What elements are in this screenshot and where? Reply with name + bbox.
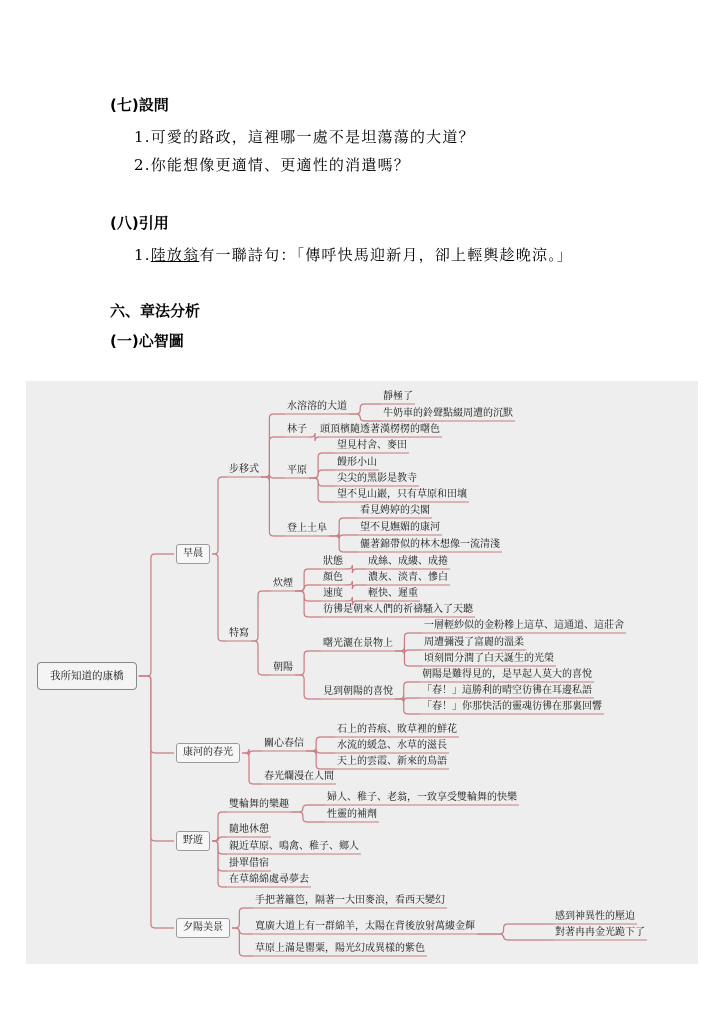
mm-node-n4b: 寬廣大道上有一群綿羊，太陽在背後放射萬縷金輝 [255, 921, 475, 932]
connector-n1b1d [295, 591, 321, 617]
mm-node-n1a: 步移式 [229, 464, 259, 475]
mm-node-n4: 夕陽美景 [176, 918, 230, 938]
mm-node-n1b1: 炊煙 [273, 578, 293, 589]
connector-n3b [212, 837, 227, 841]
connector-n1a2 [261, 437, 285, 477]
connector-n1a3a [309, 453, 335, 478]
mm-node-n4c: 草原上滿是罌粟，陽光幻成異樣的紫色 [255, 943, 425, 954]
mm-node-n1b1c: 速度 [323, 588, 343, 599]
mm-node-n1a1b: 牛奶車的鈴聲點綴周遭的沉默 [383, 408, 513, 419]
connector-n1b2a [295, 651, 321, 675]
question-1: 1.可愛的路政，這裡哪一處不是坦蕩蕩的大道？ [134, 128, 475, 146]
mm-node-n1b2b: 見到朝陽的喜悅 [323, 686, 393, 697]
mm-node-n2a: 關心春信 [264, 738, 304, 749]
quote-text: 有一聯詩句：「傳呼快馬迎新月，卻上輕輿趁晚涼。」 [199, 246, 574, 264]
mm-node-n1b2: 朝陽 [273, 662, 293, 673]
mm-node-n3c: 親近草原、鳴禽、稚子、鄉人 [229, 841, 359, 852]
mm-node-n1a3a: 望見村舍、麥田 [337, 440, 407, 451]
connector-n2a [242, 749, 262, 755]
mm-node-n1b1d: 彷彿是朝來人們的祈禱騷入了天聽 [323, 604, 473, 615]
mm-node-n1a3c: 尖尖的黑影是教寺 [337, 473, 417, 484]
mm-node-n4a: 手把著籬笆，隔著一大田麥浪，看西天變幻 [255, 895, 445, 906]
section-8-title: (八)引用 [110, 214, 169, 232]
mm-node-n4b2: 對著冉冉金光跪下了 [555, 927, 645, 938]
connector-n1a4a [329, 518, 358, 536]
mm-node-n1a1: 水溶溶的大道 [287, 401, 347, 412]
connector-n4b2 [477, 934, 553, 940]
connector-n3e [212, 841, 227, 887]
section-7-title: (七)設問 [110, 96, 169, 114]
connector-n3c [212, 841, 227, 854]
connector-n1a1 [261, 414, 285, 477]
connector-n1a1a [349, 404, 381, 414]
mm-node-n1a1a: 靜極了 [383, 391, 413, 402]
connector-n2a3 [306, 751, 335, 769]
connector-n3 [139, 676, 175, 841]
mm-node-n1: 早晨 [176, 544, 210, 564]
connector-n4c [232, 928, 253, 956]
mm-node-n3d: 掛單借宿 [229, 858, 269, 869]
connector-n2a1 [306, 737, 335, 751]
connector-n1a2a [309, 433, 319, 441]
poet-name: 陸放翁 [150, 246, 200, 264]
connector-n1b [212, 554, 227, 641]
connector-n1b2a1 [395, 633, 422, 651]
mm-node-n3a2: 性靈的補劑 [327, 809, 377, 820]
mm-node-n1a3: 平原 [287, 465, 307, 476]
connector-n1b2a3 [395, 651, 422, 666]
mm-node-n3a1: 婦人、稚子、老翁，一致享受雙輪舞的快樂 [327, 792, 517, 803]
mm-node-n1b2a: 曙光灑在景物上 [323, 638, 393, 649]
mindmap-subtitle: (一)心智圖 [110, 332, 184, 350]
connector-n2b [242, 753, 262, 784]
mm-node-n1b2a3: 頃刻間分潤了白天誕生的光榮 [424, 653, 554, 664]
mm-node-n1b1c1: 輕快、遲重 [368, 588, 418, 599]
quote-line [134, 244, 573, 265]
connector-n1b2b [295, 675, 321, 699]
quote-number: 1. [134, 246, 151, 264]
mm-node-n1a4a: 看見娉婷的尖閣 [360, 505, 430, 516]
mm-node-n1b2b1: 朝陽是難得見的，是早起人莫大的喜悅 [422, 669, 592, 680]
connector-n1b1b1 [345, 581, 366, 589]
section-6-title: 六、章法分析 [110, 302, 201, 320]
connector-n2a2 [306, 749, 335, 755]
mm-node-n1a4c: 儷著錦帶似的林木想像一流清淺 [360, 539, 500, 550]
mm-node-n1a2: 林子 [287, 424, 307, 435]
mm-node-n3b: 隨地休憩 [229, 824, 269, 835]
mm-node-n1a3b: 饅形小山 [337, 457, 377, 468]
connector-n1a [212, 477, 227, 554]
connector-n4a [232, 908, 253, 928]
connector-n1b2b3 [395, 699, 420, 714]
mm-node-n1b1b: 顏色 [323, 572, 343, 583]
connector-n1a4 [261, 477, 285, 536]
mm-node-n1b2b3: 「春！」你那快活的靈魂彷彿在那裏回響 [422, 701, 602, 712]
connector-n1b1 [251, 591, 271, 641]
connector-n1b1b [295, 585, 321, 591]
connector-n1a3b [309, 470, 335, 478]
connector-n4b [232, 928, 253, 934]
mm-node-n1b1a: 狀態 [323, 556, 343, 567]
mm-node-n1b: 特寫 [229, 628, 249, 639]
mm-node-n3e: 在草綿綿處尋夢去 [229, 874, 309, 885]
connector-n3d [212, 841, 227, 871]
connector-n1b2 [251, 641, 271, 675]
connector-n2 [139, 676, 175, 753]
connector-n1b1a1 [345, 565, 366, 573]
mm-node-n2a2: 水流的緩急、水草的滋長 [337, 740, 447, 751]
connector-n1a3d [309, 478, 335, 502]
mm-node-n1b2b2: 「春！」這勝利的晴空彷彿在耳邊私語 [422, 685, 592, 696]
mm-node-n1b1b1: 濃灰、淡青、慘白 [368, 572, 448, 583]
mm-node-n2a1: 石上的苔痕、敗草裡的鮮花 [337, 724, 457, 735]
connector-n1a4c [329, 536, 358, 552]
mm-node-n1b2a2: 周遭彌漫了富麗的溫柔 [424, 637, 524, 648]
connector-n1 [139, 554, 175, 676]
mm-node-n1a2a: 頭頂檳隨透著漢楞楞的曙色 [320, 424, 440, 435]
mm-node-n2b: 春光爛漫在人間 [264, 771, 334, 782]
mind-map [26, 381, 698, 964]
mm-node-n1b2a1: 一層輕紗似的金粉糝上這草、這通道、這莊舍 [424, 620, 624, 631]
mm-node-n1a4b: 望不見嫵媚的康河 [360, 522, 440, 533]
mm-node-n4b1: 感到神異性的壓迫 [555, 911, 635, 922]
connector-n3a2 [291, 812, 325, 822]
mm-node-n2a3: 天上的雲霞、新來的鳥語 [337, 756, 447, 767]
mindmap-root: 我所知道的康橋 [37, 662, 137, 690]
mm-node-n1b1a1: 成絲、成縷、成捲 [368, 556, 448, 567]
connector-n4b1 [477, 924, 553, 934]
connector-n4 [139, 676, 175, 928]
connector-n1b1c [295, 591, 321, 601]
connector-n1a1b [349, 414, 381, 421]
mm-node-n3a: 雙輪舞的樂趣 [229, 799, 289, 810]
connector-n1b2b1 [395, 682, 420, 699]
connector-n1a3c [309, 478, 335, 486]
mm-node-n1a3d: 望不見山巖，只有草原和田壤 [337, 489, 467, 500]
question-2: 2.你能想像更適情、更適性的消遣嗎？ [134, 156, 410, 174]
mm-node-n2: 康河的春光 [176, 743, 240, 763]
connector-n1b1a [295, 569, 321, 591]
mm-node-n1a4: 登上土阜 [287, 523, 327, 534]
mm-node-n3: 野遊 [176, 831, 210, 851]
connector-n3a1 [291, 805, 325, 812]
